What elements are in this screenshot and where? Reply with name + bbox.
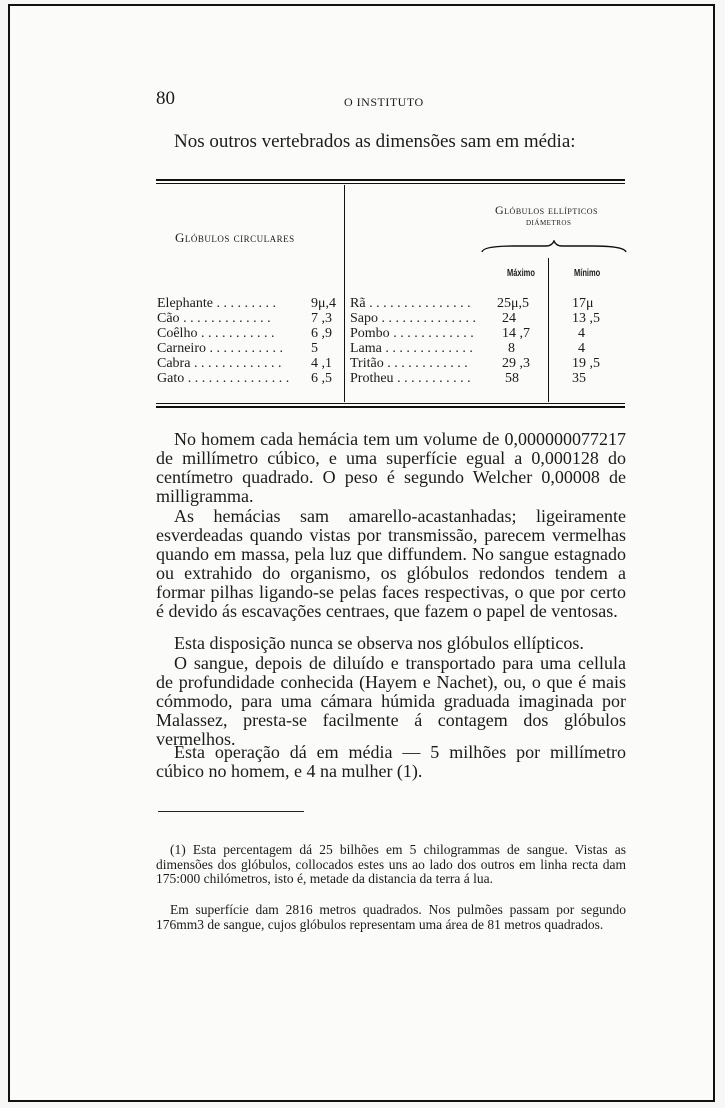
- paragraph: O sangue, depois de diluído e transportado para uma cellula de profundidade conhecida (Hayem e Nachet), ou, o que é mais cómmodo, para uma cámara húmida graduada imaginada por Malassez, presta-se facilmente á contagem dos glóbulos vermelhos.: [156, 653, 626, 749]
- left-row-name: Elephante . . . . . . . . .: [157, 296, 276, 311]
- left-row-value: 7 ,3: [311, 311, 332, 326]
- right-row-max: 24: [502, 311, 516, 326]
- right-row-max: 25μ,5: [497, 296, 530, 311]
- right-row-name: Pombo . . . . . . . . . . . .: [350, 326, 474, 341]
- left-row-name: Carneiro . . . . . . . . . . .: [157, 341, 283, 356]
- left-row-name: Gato . . . . . . . . . . . . . . .: [157, 371, 290, 386]
- right-row-max: 29 ,3: [502, 356, 530, 371]
- left-row-name: Cabra . . . . . . . . . . . . .: [157, 356, 282, 371]
- left-row-value: 6 ,9: [311, 326, 332, 341]
- table-bottom-rule-thin: [156, 403, 625, 404]
- paragraph: Esta operação dá em média — 5 milhões por millímetro cúbico no homem, e 4 na mulher (1).: [156, 742, 626, 781]
- paragraph: As hemácias sam amarello-acastanhadas; ligeiramente esverdeadas quando vistas por transmissão, parecem vermelhas quando em massa, pela luz que diffundem. No sangue estagnado ou extrahido do organismo, os glóbulos redondos tendem a formar pilhas ligando-se pelas faces respectivas, o que por certo é devido ás escavações centraes, que fazem o papel de ventosas.: [156, 506, 626, 621]
- right-row-max: 14 ,7: [502, 326, 530, 341]
- paragraph: Esta disposição nunca se observa nos glóbulos ellípticos.: [174, 633, 584, 653]
- page-number: 80: [156, 88, 175, 109]
- right-row-min: 4: [578, 326, 585, 341]
- right-row-min: 35: [572, 371, 586, 386]
- running-head: O INSTITUTO: [344, 95, 424, 109]
- paragraph: No homem cada hemácia tem um volume de 0,000000077217 de millímetro cúbico, e uma superfície egual a 0,000128 do centímetro quadrado. O peso é segundo Welcher 0,00008 de milligramma.: [156, 429, 626, 506]
- table-top-rule-thin: [156, 183, 625, 184]
- table-top-rule: [156, 179, 625, 181]
- diameters-subheading: diámetros: [526, 217, 572, 228]
- left-row-value: 6 ,5: [311, 371, 332, 386]
- elliptic-globules-heading: Glóbulos ellípticos: [495, 203, 598, 217]
- brace-icon: [480, 240, 628, 258]
- max-column-heading: Máximo: [507, 268, 535, 279]
- footnote: (1) Esta percentagem dá 25 bilhões em 5 chilogrammas de sangue. Vistas as dimensões dos glóbulos, collocados estes uns ao lado dos outros em linha recta dam 175:000 chilómetros, isto é, metade da distancia da terra á lua.: [156, 842, 626, 886]
- right-row-name: Rã . . . . . . . . . . . . . . .: [350, 296, 471, 311]
- right-row-min: 19 ,5: [572, 356, 600, 371]
- min-column-heading: Mínimo: [574, 268, 601, 279]
- right-row-name: Tritão . . . . . . . . . . . .: [350, 356, 468, 371]
- right-row-min: 13 ,5: [572, 311, 600, 326]
- right-row-max: 8: [508, 341, 515, 356]
- table-vertical-divider: [344, 185, 345, 402]
- left-row-value: 5: [311, 341, 318, 356]
- intro-sentence: Nos outros vertebrados as dimensões sam em média:: [174, 131, 576, 152]
- table-min-max-divider: [548, 258, 549, 402]
- left-row-name: Cão . . . . . . . . . . . . .: [157, 311, 271, 326]
- table-bottom-rule: [156, 406, 625, 408]
- right-row-name: Lama . . . . . . . . . . . . .: [350, 341, 473, 356]
- circular-globules-heading: Glóbulos circulares: [175, 230, 295, 245]
- left-row-value: 9μ,4: [311, 296, 337, 311]
- right-row-min: 17μ: [572, 296, 594, 311]
- left-row-name: Coêlho . . . . . . . . . . .: [157, 326, 275, 341]
- right-row-name: Protheu . . . . . . . . . . .: [350, 371, 471, 386]
- footnote-separator: [158, 811, 304, 812]
- right-row-min: 4: [578, 341, 585, 356]
- left-row-value: 4 ,1: [311, 356, 332, 371]
- right-row-max: 58: [505, 371, 519, 386]
- right-row-name: Sapo . . . . . . . . . . . . . .: [350, 311, 476, 326]
- footnote: Em superfície dam 2816 metros quadrados. Nos pulmões passam por segundo 176mm3 de sangue, cujos glóbulos representam uma área de 81 metros quadrados.: [156, 902, 626, 932]
